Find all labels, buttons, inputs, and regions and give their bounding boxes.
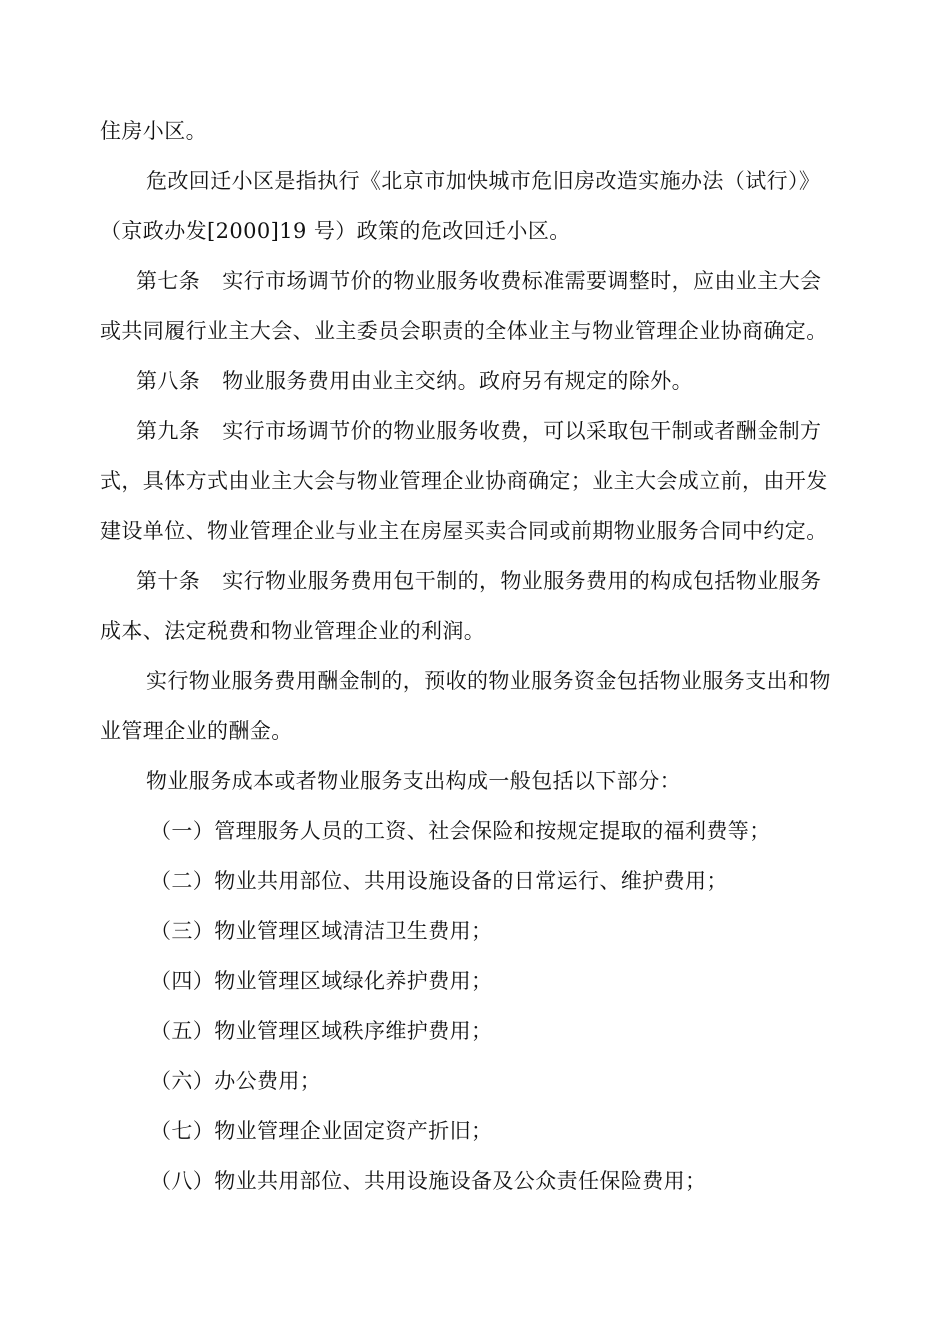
article-line (0, 366, 950, 396)
line-text: （一）管理服务人员的工资、社会保险和按规定提取的福利费等； (150, 819, 771, 843)
paragraph-line (0, 616, 950, 646)
line-text: （京政办发[2000]19 号）政策的危改回迁小区。 (100, 219, 571, 243)
paragraph-line (0, 666, 950, 696)
paragraph-line (0, 516, 950, 546)
line-text: 危改回迁小区是指执行《北京市加快城市危旧房改造实施办法（试行）》 (146, 169, 821, 193)
list-item (0, 866, 950, 896)
line-text: 实行物业服务费用酬金制的，预收的物业服务资金包括物业服务支出和物 (146, 669, 831, 693)
list-item (0, 916, 950, 946)
line-text: （七）物业管理企业固定资产折旧； (150, 1119, 493, 1143)
article-line (0, 566, 950, 596)
list-item (0, 816, 950, 846)
line-text: 或共同履行业主大会、业主委员会职责的全体业主与物业管理企业协商确定。 (100, 319, 828, 343)
line-text: 住房小区。 (100, 119, 207, 143)
line-text: 建设单位、物业管理企业与业主在房屋买卖合同或前期物业服务合同中约定。 (100, 519, 828, 543)
line-text: 物业服务成本或者物业服务支出构成一般包括以下部分： (146, 769, 681, 793)
article-number: 第九条 (136, 419, 201, 443)
paragraph-line (0, 316, 950, 346)
paragraph-line (0, 766, 950, 796)
article-number: 第七条 (136, 269, 201, 293)
line-text: （八）物业共用部位、共用设施设备及公众责任保险费用； (150, 1169, 707, 1193)
line-text: 式，具体方式由业主大会与物业管理企业协商确定；业主大会成立前，由开发 (100, 469, 828, 493)
line-text: 实行市场调节价的物业服务收费标准需要调整时，应由业主大会 (222, 269, 822, 293)
paragraph-line (0, 466, 950, 496)
line-text: （三）物业管理区域清洁卫生费用； (150, 919, 493, 943)
paragraph-line (0, 716, 950, 746)
list-item (0, 1016, 950, 1046)
line-text: 实行市场调节价的物业服务收费，可以采取包干制或者酬金制方 (222, 419, 822, 443)
list-item (0, 1166, 950, 1196)
article-line (0, 266, 950, 296)
line-text: （二）物业共用部位、共用设施设备的日常运行、维护费用； (150, 869, 728, 893)
paragraph-line (0, 216, 950, 246)
article-line (0, 416, 950, 446)
paragraph-line (0, 166, 950, 196)
line-text: （五）物业管理区域秩序维护费用； (150, 1019, 493, 1043)
line-text: 实行物业服务费用包干制的，物业服务费用的构成包括物业服务 (222, 569, 822, 593)
paragraph-line (0, 116, 950, 146)
list-item (0, 966, 950, 996)
article-number: 第八条 (136, 369, 201, 393)
list-item (0, 1066, 950, 1096)
article-number: 第十条 (136, 569, 201, 593)
line-text: 物业服务费用由业主交纳。政府另有规定的除外。 (222, 369, 694, 393)
list-item (0, 1116, 950, 1146)
line-text: （四）物业管理区域绿化养护费用； (150, 969, 493, 993)
line-text: （六）办公费用； (150, 1069, 322, 1093)
line-text: 业管理企业的酬金。 (100, 719, 293, 743)
line-text: 成本、法定税费和物业管理企业的利润。 (100, 619, 486, 643)
